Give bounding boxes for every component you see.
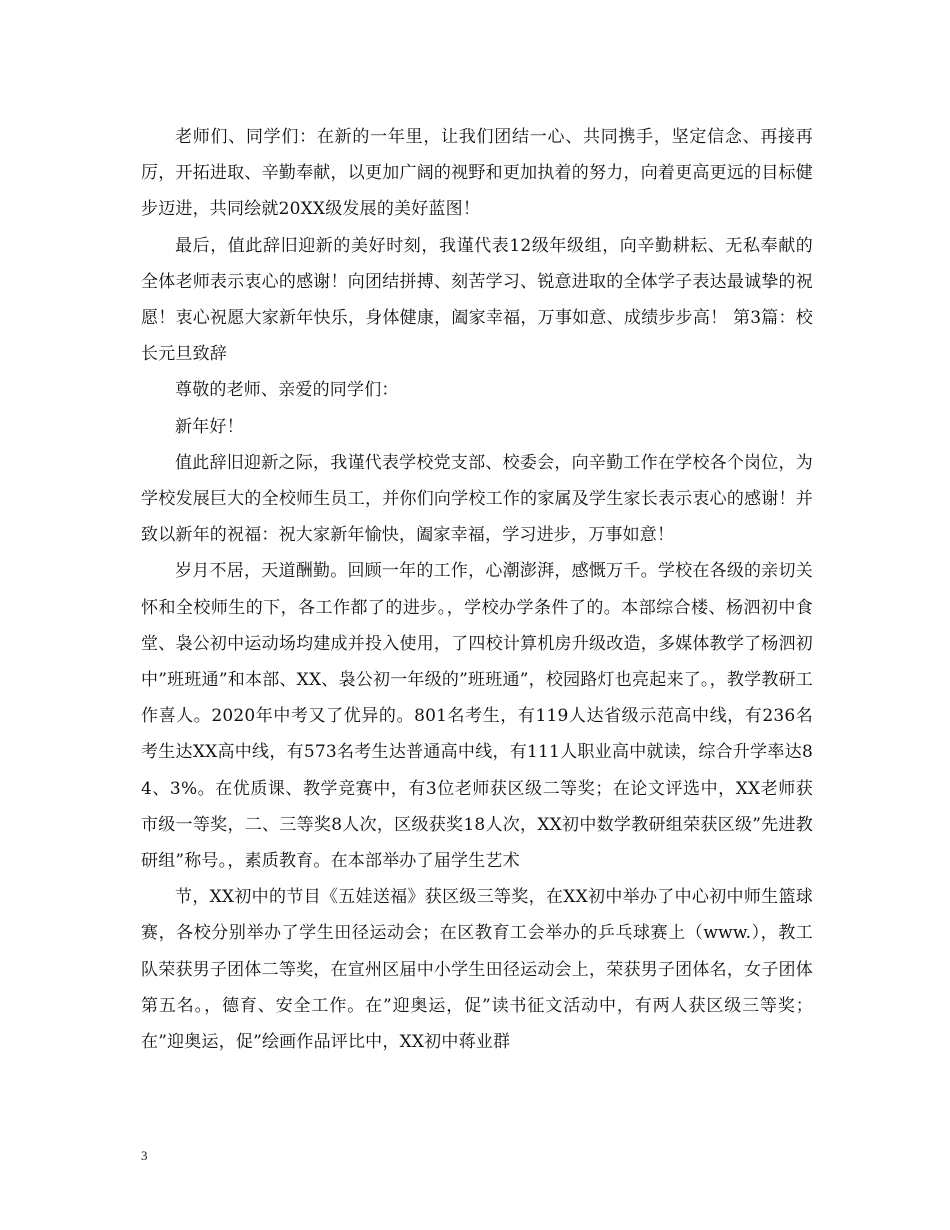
page-number: 3 — [141, 1148, 148, 1163]
paragraph-7: 节，XX初中的节目《五娃送福》获区级三等奖，在XX初中举办了中心初中师生篮球赛，各校分别举办了学生田径运动会；在区教育工会举办的乒乓球赛上（www.），教工队荣获男子团体二等奖，在宣州区届中小学生田径运动会上，荣获男子团体名，女子团体第五名。，德育、安全工作。在”迎奥运，促”读书征文活动中，有两人获区级三等奖；在”迎奥运，促”绘画作品评比中，XX初中蒋业群 — [141, 887, 813, 1053]
paragraph-5: 值此辞旧迎新之际，我谨代表学校党支部、校委会，向辛勤工作在学校各个岗位，为学校发展巨大的全校师生员工，并你们向学校工作的家属及学生家长表示衷心的感谢！并致以新年的祝福：祝大家新年愉快，阖家幸福，学习进步，万事如意！ — [141, 452, 813, 546]
paragraph-3: 尊敬的老师、亲爱的同学们： — [175, 380, 399, 401]
paragraph-2: 最后，值此辞旧迎新的美好时刻，我谨代表12级年级组，向辛勤耕耘、无私奉献的全体老师表示衷心的感谢！向团结拼搏、刻苦学习、锐意进取的全体学子表达最诚挚的祝愿！衷心祝愿大家新年快乐，身体健康，阖家幸福，万事如意、成绩步步高！ 第3篇：校长元旦致辞 — [141, 235, 813, 365]
page-body — [141, 0, 813, 1060]
paragraph-4: 新年好！ — [175, 416, 244, 437]
paragraph-1: 老师们、同学们：在新的一年里，让我们团结一心、共同携手，坚定信念、再接再厉，开拓进取、辛勤奉献，以更加广阔的视野和更加执着的努力，向着更高更远的目标健步迈进，共同绘就20XX级发展的美好蓝图！ — [141, 127, 813, 220]
paragraph-6: 岁月不居，天道酬勤。回顾一年的工作，心潮澎湃，感慨万千。学校在各级的亲切关怀和全校师生的下，各工作都了的进步。，学校办学条件了的。本部综合楼、杨泗初中食堂、袅公初中运动场均建成并投入使用，了四校计算机房升级改造，多媒体教学了杨泗初中”班班通”和本部、XX、袅公初一年级的”班班通”，校园路灯也亮起来了。，教学教研工作喜人。2020年中考又了优异的。801名考生，有119人达省级示范高中线，有236名考生达XX高中线，有573名考生达普通高中线，有111人职业高中就读，综合升学率达84、3%。在优质课、教学竞赛中，有3位老师获区级二等奖；在论文评选中，XX老师获市级一等奖，二、三等奖8人次，区级获奖18人次，XX初中数学教研组荣获区级”先进教研组”称号。，素质教育。在本部举办了届学生艺术 — [141, 561, 813, 872]
